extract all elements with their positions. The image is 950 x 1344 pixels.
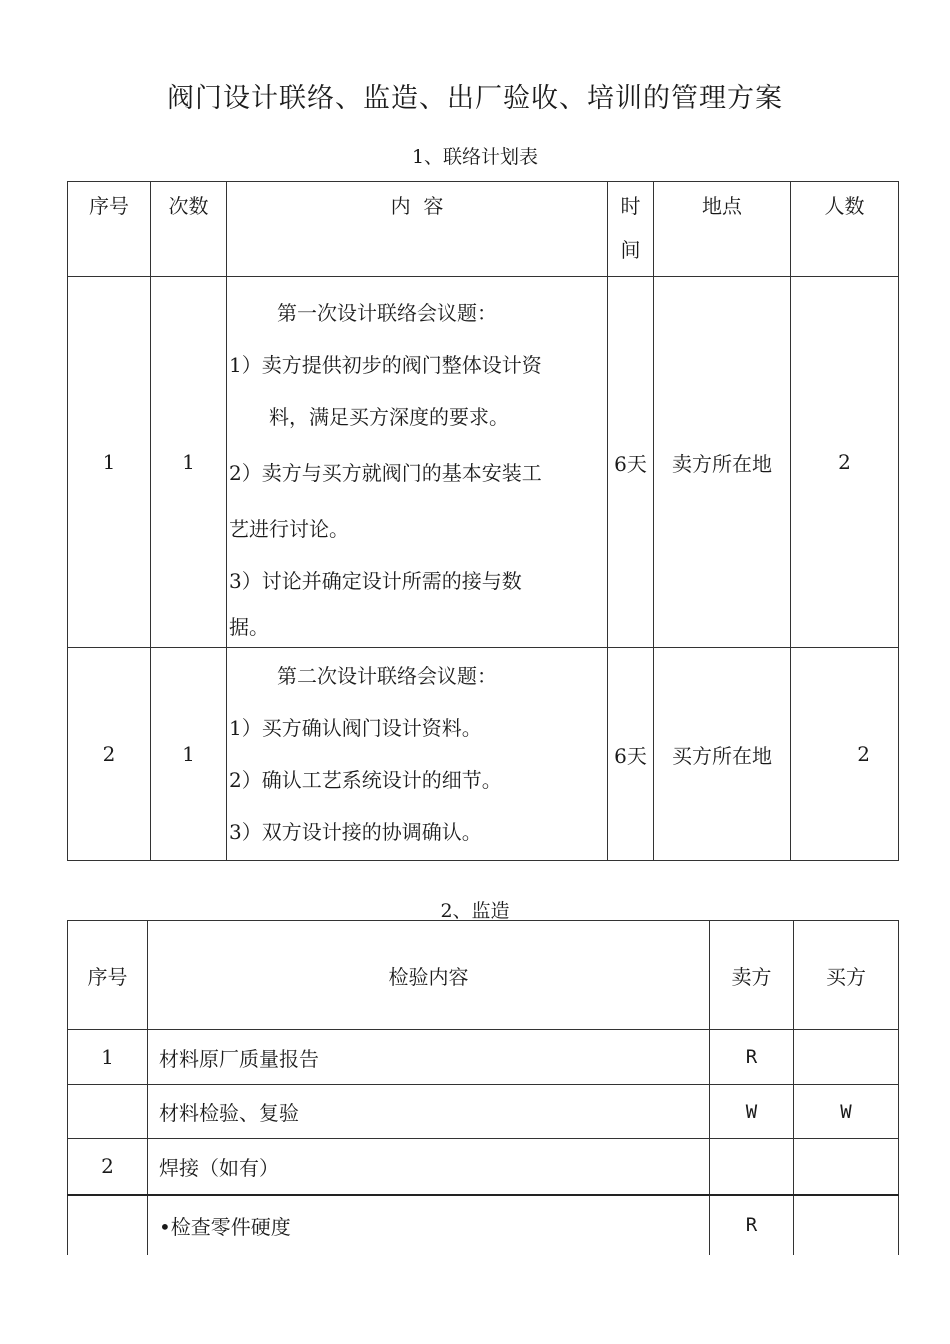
content-line: 料，满足买方深度的要求。 <box>269 405 509 429</box>
content-line: 艺进行讨论。 <box>229 517 349 541</box>
content-line: 第二次设计联络会议题： <box>277 664 497 688</box>
row-people: 2 <box>791 277 899 648</box>
row-content <box>227 648 608 861</box>
content-line: 1）卖方提供初步的阀门整体设计资 <box>229 353 542 377</box>
header-inspection-item: 检验内容 <box>148 921 710 1030</box>
table-row <box>68 1030 899 1085</box>
section1-heading: 1、联络计划表 <box>411 146 539 168</box>
header-time <box>608 182 654 277</box>
row-buyer: W <box>794 1085 899 1139</box>
header-place: 地点 <box>654 182 791 277</box>
row-seq: 2 <box>68 1139 148 1195</box>
table-header-row <box>68 921 899 1030</box>
content-line: 1）买方确认阀门设计资料。 <box>229 716 482 740</box>
table-row <box>68 648 899 861</box>
row-people: 2 <box>791 648 899 861</box>
table-header-row <box>68 182 899 277</box>
header-seller: 卖方 <box>710 921 794 1030</box>
header-time-line1: 时 <box>620 194 641 218</box>
header-time-line2: 间 <box>620 238 641 262</box>
row-time: 6天 <box>608 648 654 861</box>
table-row <box>68 277 899 648</box>
row-seller <box>710 1139 794 1195</box>
row-buyer <box>794 1195 899 1255</box>
header-buyer: 买方 <box>794 921 899 1030</box>
content-line: 2）卖方与买方就阀门的基本安装工 <box>229 461 542 485</box>
table-row <box>68 1139 899 1195</box>
row-times: 1 <box>151 648 227 861</box>
content-line: 3）讨论并确定设计所需的接与数 <box>229 569 522 593</box>
header-seq: 序号 <box>68 182 151 277</box>
row-item: •检查零件硬度 <box>148 1195 710 1255</box>
row-seller: R <box>710 1030 794 1085</box>
row-item: 材料原厂质量报告 <box>148 1030 710 1085</box>
row-item: 材料检验、复验 <box>148 1085 710 1139</box>
content-line: 第一次设计联络会议题： <box>277 301 497 325</box>
row-seq <box>68 1195 148 1255</box>
content-line: 3）双方设计接的协调确认。 <box>229 820 482 844</box>
header-seq: 序号 <box>68 921 148 1030</box>
content-line: 2）确认工艺系统设计的细节。 <box>229 768 502 792</box>
table-row <box>68 1085 899 1139</box>
section2-heading: 2、监造 <box>440 900 510 922</box>
row-seq: 1 <box>68 1030 148 1085</box>
content-line: 据。 <box>229 615 269 639</box>
header-people: 人数 <box>791 182 899 277</box>
row-place: 卖方所在地 <box>654 277 791 648</box>
row-item: 焊接（如有） <box>148 1139 710 1195</box>
table-row <box>68 1195 899 1255</box>
document-title: 阀门设计联络、监造、出厂验收、培训的管理方案 <box>167 83 783 114</box>
row-content <box>227 277 608 648</box>
supervision-table <box>67 920 899 1255</box>
row-seq: 1 <box>68 277 151 648</box>
row-time: 6天 <box>608 277 654 648</box>
header-times: 次数 <box>151 182 227 277</box>
row-seq: 2 <box>68 648 151 861</box>
row-place: 买方所在地 <box>654 648 791 861</box>
header-content: 内 容 <box>227 182 608 277</box>
row-seller: W <box>710 1085 794 1139</box>
row-seq <box>68 1085 148 1139</box>
row-buyer <box>794 1139 899 1195</box>
row-buyer <box>794 1030 899 1085</box>
row-seller: R <box>710 1195 794 1255</box>
liaison-plan-table <box>67 181 899 861</box>
row-times: 1 <box>151 277 227 648</box>
